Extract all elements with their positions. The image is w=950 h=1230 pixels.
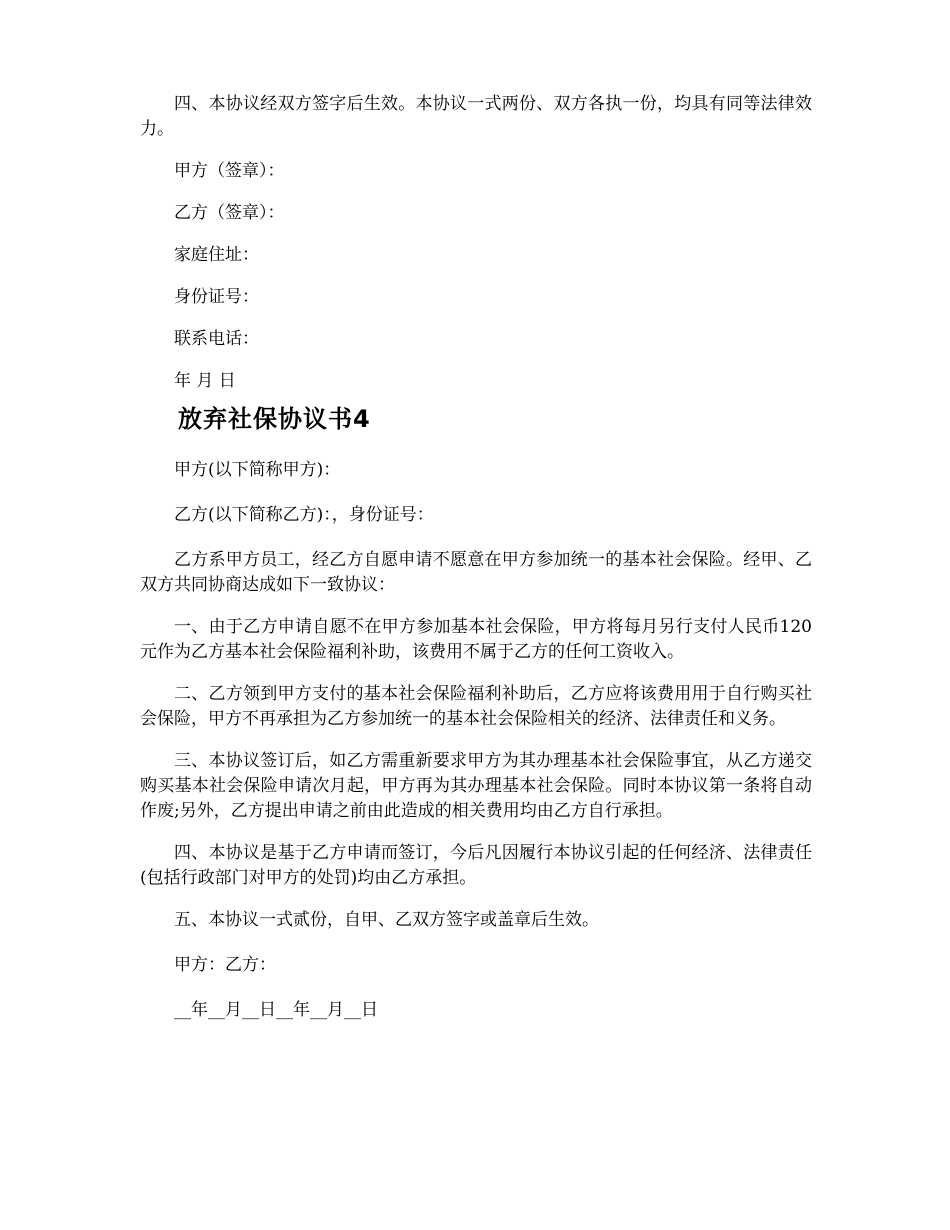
clause-3: 三、本协议签订后，如乙方需重新要求甲方为其办理基本社会保险事宜，从乙方递交购买基本社会保险申请次月起，甲方再为其办理基本社会保险。同时本协议第一条将自动作废;另外，乙方提出申请之前由此造成的相关费用均由乙方自行承担。 bbox=[140, 751, 812, 821]
contact-phone: 联系电话： bbox=[174, 329, 259, 349]
party-b-signature: 乙方（签章）： bbox=[174, 203, 285, 223]
clause-5: 五、本协议一式贰份，自甲、乙双方签字或盖章后生效。 bbox=[174, 910, 599, 930]
date-line: __年__月__日__年__月__日 bbox=[174, 1000, 378, 1020]
id-number: 身份证号： bbox=[174, 287, 259, 307]
document-page bbox=[140, 92, 812, 1023]
section-title: 放弃社保协议书4 bbox=[178, 405, 371, 433]
signature-line: 甲方：乙方： bbox=[174, 955, 276, 975]
home-address: 家庭住址： bbox=[174, 245, 259, 265]
preamble: 乙方系甲方员工，经乙方自愿申请不愿意在甲方参加统一的基本社会保险。经甲、乙双方共同协商达成如下一致协议： bbox=[140, 550, 812, 595]
clause-4: 四、本协议是基于乙方申请而签订，今后凡因履行本协议引起的任何经济、法律责任(包括行政部门对甲方的处罚)均由乙方承担。 bbox=[140, 843, 812, 888]
party-a-signature: 甲方（签章）： bbox=[174, 161, 285, 181]
sign-date: 年 月 日 bbox=[174, 371, 236, 391]
party-b-line: 乙方(以下简称乙方)：，身份证号： bbox=[174, 505, 434, 525]
clause-4-prev: 四、本协议经双方签字后生效。本协议一式两份、双方各执一份，均具有同等法律效力。 bbox=[140, 94, 812, 139]
clause-1: 一、由于乙方申请自愿不在甲方参加基本社会保险，甲方将每月另行支付人民币120元作为乙方基本社会保险福利补助，该费用不属于乙方的任何工资收入。 bbox=[140, 617, 812, 662]
party-a-line: 甲方(以下简称甲方)： bbox=[174, 460, 341, 480]
clause-2: 二、乙方领到甲方支付的基本社会保险福利补助后，乙方应将该费用用于自行购买社会保险，甲方不再承担为乙方参加统一的基本社会保险相关的经济、法律责任和义务。 bbox=[140, 684, 812, 729]
